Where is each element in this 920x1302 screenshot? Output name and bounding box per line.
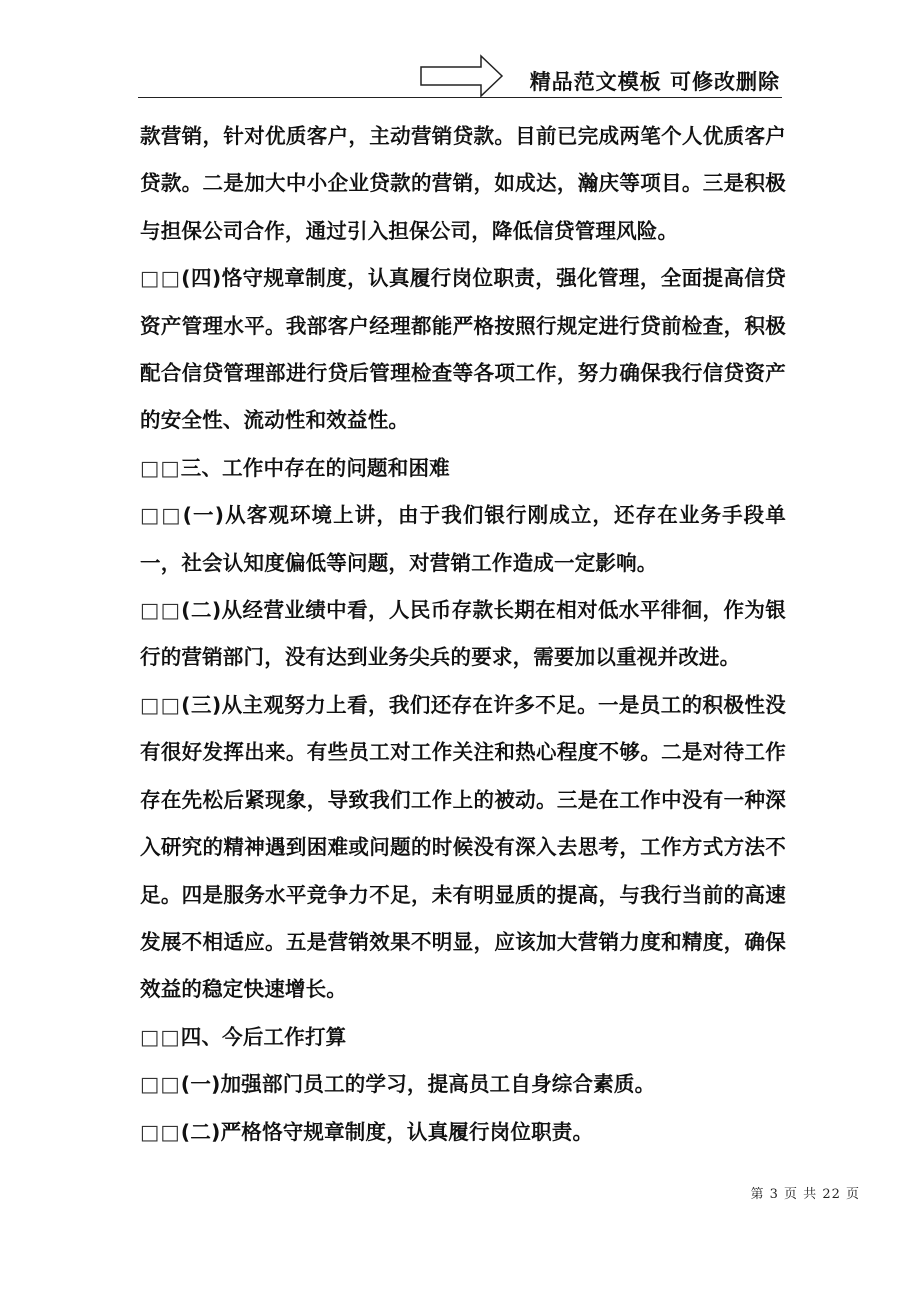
heading-future-plans: □□ 四、今后工作打算 [140,1014,786,1061]
paragraph-continuation: 款营销，针对优质客户，主动营销贷款。目前已完成两笔个人优质客户贷款。二是加大中小企业贷款的营销，如成达，瀚庆等项目。三是积极与担保公司合作，通过引入担保公司，降低信贷管理风险。 [140,124,786,243]
heading-problems: □□ 三、工作中存在的问题和困难 [140,445,786,492]
paragraph-problem-2: □□ (二)从经营业绩中看，人民币存款长期在相对低水平徘徊，作为银行的营销部门，没有达到业务尖兵的要求，需要加以重视并改进。 [140,587,786,682]
paragraph-plan-1: □□ (一)加强部门员工的学习，提高员工自身综合素质。 [140,1061,786,1108]
header-divider [138,97,782,98]
document-body [140,113,786,1156]
paragraph-section-4: □□ (四)恪守规章制度，认真履行岗位职责，强化管理，全面提高信贷资产管理水平。我部客户经理都能严格按照行规定进行贷前检查，积极配合信贷管理部进行贷后管理检查等各项工作，努力确保我行信贷资产的安全性、流动性和效益性。 [140,255,786,445]
header-title: 精品范文模板 可修改删除 [529,70,780,94]
page-number: 第 3 页 共 22 页 [750,1187,860,1202]
paragraph-problem-3: □□ (三)从主观努力上看，我们还存在许多不足。一是员工的积极性没有很好发挥出来。有些员工对工作关注和热心程度不够。二是对待工作存在先松后紧现象，导致我们工作上的被动。三是在工作中没有一种深入研究的精神遇到困难或问题的时候没有深入去思考，工作方式方法不足。四是服务水平竞争力不足，未有明显质的提高，与我行当前的高速发展不相适应。五是营销效果不明显，应该加大营销力度和精度，确保效益的稳定快速增长。 [140,682,786,1014]
paragraph-plan-2: □□ (二)严格恪守规章制度，认真履行岗位职责。 [140,1109,786,1156]
page-header [138,50,782,100]
arrow-right-icon [420,54,504,98]
paragraph-problem-1: □□ (一)从客观环境上讲，由于我们银行刚成立，还存在业务手段单一，社会认知度偏低等问题，对营销工作造成一定影响。 [140,492,786,587]
